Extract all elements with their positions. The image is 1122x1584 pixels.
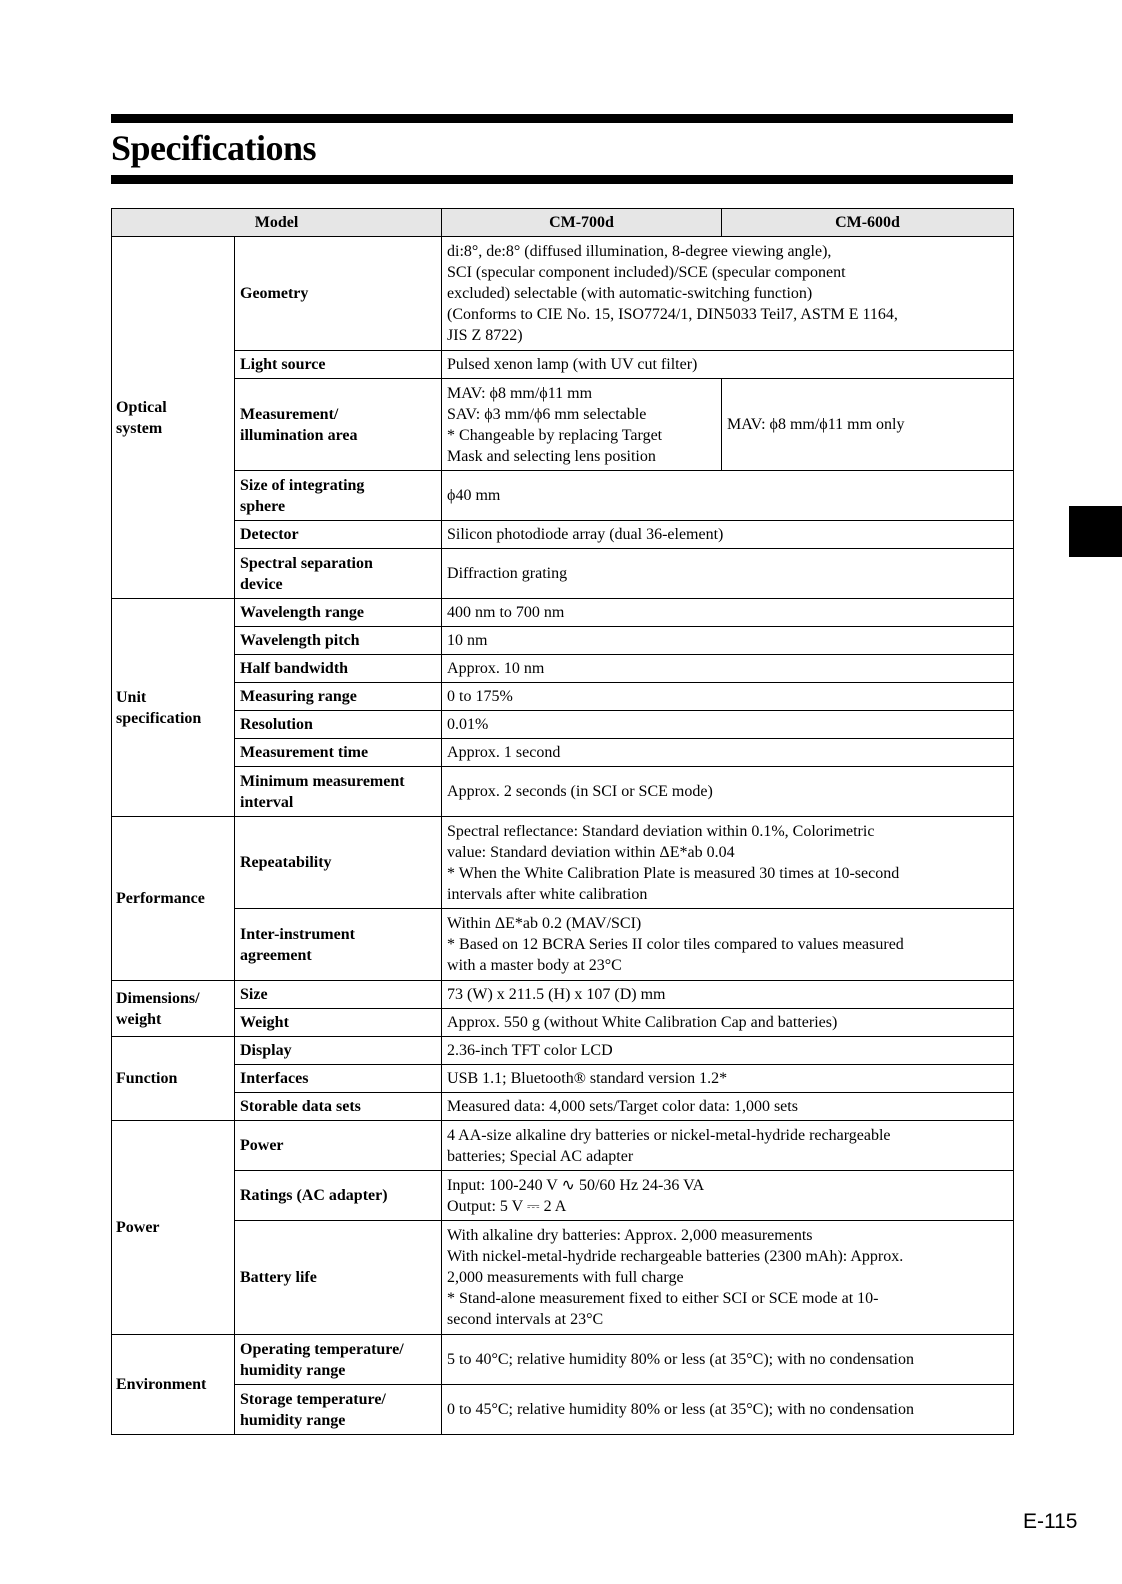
table-row xyxy=(112,549,1014,599)
item-cell: Interfaces xyxy=(235,1065,442,1093)
page-title: Specifications xyxy=(111,128,316,168)
table-row xyxy=(112,711,1014,739)
item-cell: Power xyxy=(235,1121,442,1171)
value-cell: Silicon photodiode array (dual 36-element) xyxy=(442,521,1014,549)
value-cell: 4 AA-size alkaline dry batteries or nickel-metal-hydride rechargeable batteries; Special AC adapter xyxy=(442,1121,1014,1171)
value-cell: ϕ40 mm xyxy=(442,471,1014,521)
item-cell: Size xyxy=(235,981,442,1009)
value-cell: 0 to 45°C; relative humidity 80% or less (at 35°C); with no condensation xyxy=(442,1385,1014,1435)
table-row xyxy=(112,909,1014,981)
item-cell: Storable data sets xyxy=(235,1093,442,1121)
value-cell: 5 to 40°C; relative humidity 80% or less (at 35°C); with no condensation xyxy=(442,1335,1014,1385)
value-cell: Measured data: 4,000 sets/Target color data: 1,000 sets xyxy=(442,1093,1014,1121)
item-cell: Half bandwidth xyxy=(235,655,442,683)
item-cell: Minimum measurement interval xyxy=(235,767,442,817)
item-cell: Display xyxy=(235,1037,442,1065)
value-cell: 400 nm to 700 nm xyxy=(442,599,1014,627)
table-row xyxy=(112,1093,1014,1121)
table-row xyxy=(112,767,1014,817)
item-cell: Measurement/ illumination area xyxy=(235,379,442,471)
table-row xyxy=(112,1385,1014,1435)
table-row xyxy=(112,627,1014,655)
value-cell: Approx. 550 g (without White Calibration Cap and batteries) xyxy=(442,1009,1014,1037)
table-row xyxy=(112,1009,1014,1037)
item-cell: Light source xyxy=(235,351,442,379)
value-cell: Input: 100-240 V ∿ 50/60 Hz 24-36 VA Output: 5 V ⎓ 2 A xyxy=(442,1171,1014,1221)
category-cell: Environment xyxy=(112,1335,235,1435)
item-cell: Inter-instrument agreement xyxy=(235,909,442,981)
section-tab-marker xyxy=(1069,506,1122,557)
table-row xyxy=(112,471,1014,521)
table-row xyxy=(112,739,1014,767)
table-row xyxy=(112,1065,1014,1093)
item-cell: Battery life xyxy=(235,1221,442,1335)
value-cell: With alkaline dry batteries: Approx. 2,000 measurements With nickel-metal-hydride rechargeable batteries (2300 mAh): Approx. 2,000 measurements with full charge * Stand-alone measurement fixed to either SCI or SCE mode at 10- second intervals at 23°C xyxy=(442,1221,1014,1335)
specifications-table xyxy=(111,208,1014,1435)
table-row xyxy=(112,1121,1014,1171)
table-row xyxy=(112,237,1014,351)
item-cell: Operating temperature/ humidity range xyxy=(235,1335,442,1385)
value-cell: USB 1.1; Bluetooth® standard version 1.2* xyxy=(442,1065,1014,1093)
table-row xyxy=(112,599,1014,627)
item-cell: Resolution xyxy=(235,711,442,739)
value-cell: MAV: ϕ8 mm/ϕ11 mm SAV: ϕ3 mm/ϕ6 mm selectable * Changeable by replacing Target Mask and selecting lens position xyxy=(442,379,722,471)
header-model: Model xyxy=(112,209,442,237)
table-row xyxy=(112,1171,1014,1221)
category-cell: Power xyxy=(112,1121,235,1335)
value-cell: Spectral reflectance: Standard deviation within 0.1%, Colorimetric value: Standard deviation within ΔE*ab 0.04 * When the White Calibration Plate is measured 30 times at 10-second intervals after white calibration xyxy=(442,817,1014,909)
value-cell: 0.01% xyxy=(442,711,1014,739)
title-rule-top xyxy=(111,114,1013,123)
item-cell: Storage temperature/ humidity range xyxy=(235,1385,442,1435)
value-cell-cm-600d: MAV: ϕ8 mm/ϕ11 mm only xyxy=(722,379,1014,471)
item-cell: Geometry xyxy=(235,237,442,351)
table-row xyxy=(112,1335,1014,1385)
value-cell: di:8°, de:8° (diffused illumination, 8-degree viewing angle), SCI (specular component included)/SCE (specular component excluded) selectable (with automatic-switching function) (Conforms to CIE No. 15, ISO7724/1, DIN5033 Teil7, ASTM E 1164, JIS Z 8722) xyxy=(442,237,1014,351)
title-rule-bottom xyxy=(111,175,1013,184)
table-row xyxy=(112,1221,1014,1335)
item-cell: Spectral separation device xyxy=(235,549,442,599)
table-header-row xyxy=(112,209,1014,237)
table-row xyxy=(112,655,1014,683)
table-row xyxy=(112,351,1014,379)
item-cell: Measuring range xyxy=(235,683,442,711)
item-cell: Repeatability xyxy=(235,817,442,909)
specifications-body xyxy=(112,237,1014,1435)
item-cell: Wavelength pitch xyxy=(235,627,442,655)
value-cell: 10 nm xyxy=(442,627,1014,655)
category-cell: Optical system xyxy=(112,237,235,599)
value-cell: 2.36-inch TFT color LCD xyxy=(442,1037,1014,1065)
item-cell: Wavelength range xyxy=(235,599,442,627)
value-cell: Diffraction grating xyxy=(442,549,1014,599)
header-cm-600d: CM-600d xyxy=(722,209,1014,237)
item-cell: Measurement time xyxy=(235,739,442,767)
category-cell: Dimensions/ weight xyxy=(112,981,235,1037)
value-cell: Approx. 2 seconds (in SCI or SCE mode) xyxy=(442,767,1014,817)
item-cell: Weight xyxy=(235,1009,442,1037)
value-cell: 0 to 175% xyxy=(442,683,1014,711)
category-cell: Performance xyxy=(112,817,235,981)
item-cell: Size of integrating sphere xyxy=(235,471,442,521)
page-number: E-115 xyxy=(1023,1510,1078,1533)
table-row xyxy=(112,817,1014,909)
category-cell: Unit specification xyxy=(112,599,235,817)
value-cell: Approx. 10 nm xyxy=(442,655,1014,683)
table-row xyxy=(112,379,1014,471)
table-row xyxy=(112,1037,1014,1065)
item-cell: Detector xyxy=(235,521,442,549)
table-row xyxy=(112,981,1014,1009)
value-cell: Pulsed xenon lamp (with UV cut filter) xyxy=(442,351,1014,379)
item-cell: Ratings (AC adapter) xyxy=(235,1171,442,1221)
value-cell: Within ΔE*ab 0.2 (MAV/SCI) * Based on 12 BCRA Series II color tiles compared to values measured with a master body at 23°C xyxy=(442,909,1014,981)
table-row xyxy=(112,521,1014,549)
category-cell: Function xyxy=(112,1037,235,1121)
value-cell: 73 (W) x 211.5 (H) x 107 (D) mm xyxy=(442,981,1014,1009)
value-cell: Approx. 1 second xyxy=(442,739,1014,767)
header-cm-700d: CM-700d xyxy=(442,209,722,237)
table-row xyxy=(112,683,1014,711)
